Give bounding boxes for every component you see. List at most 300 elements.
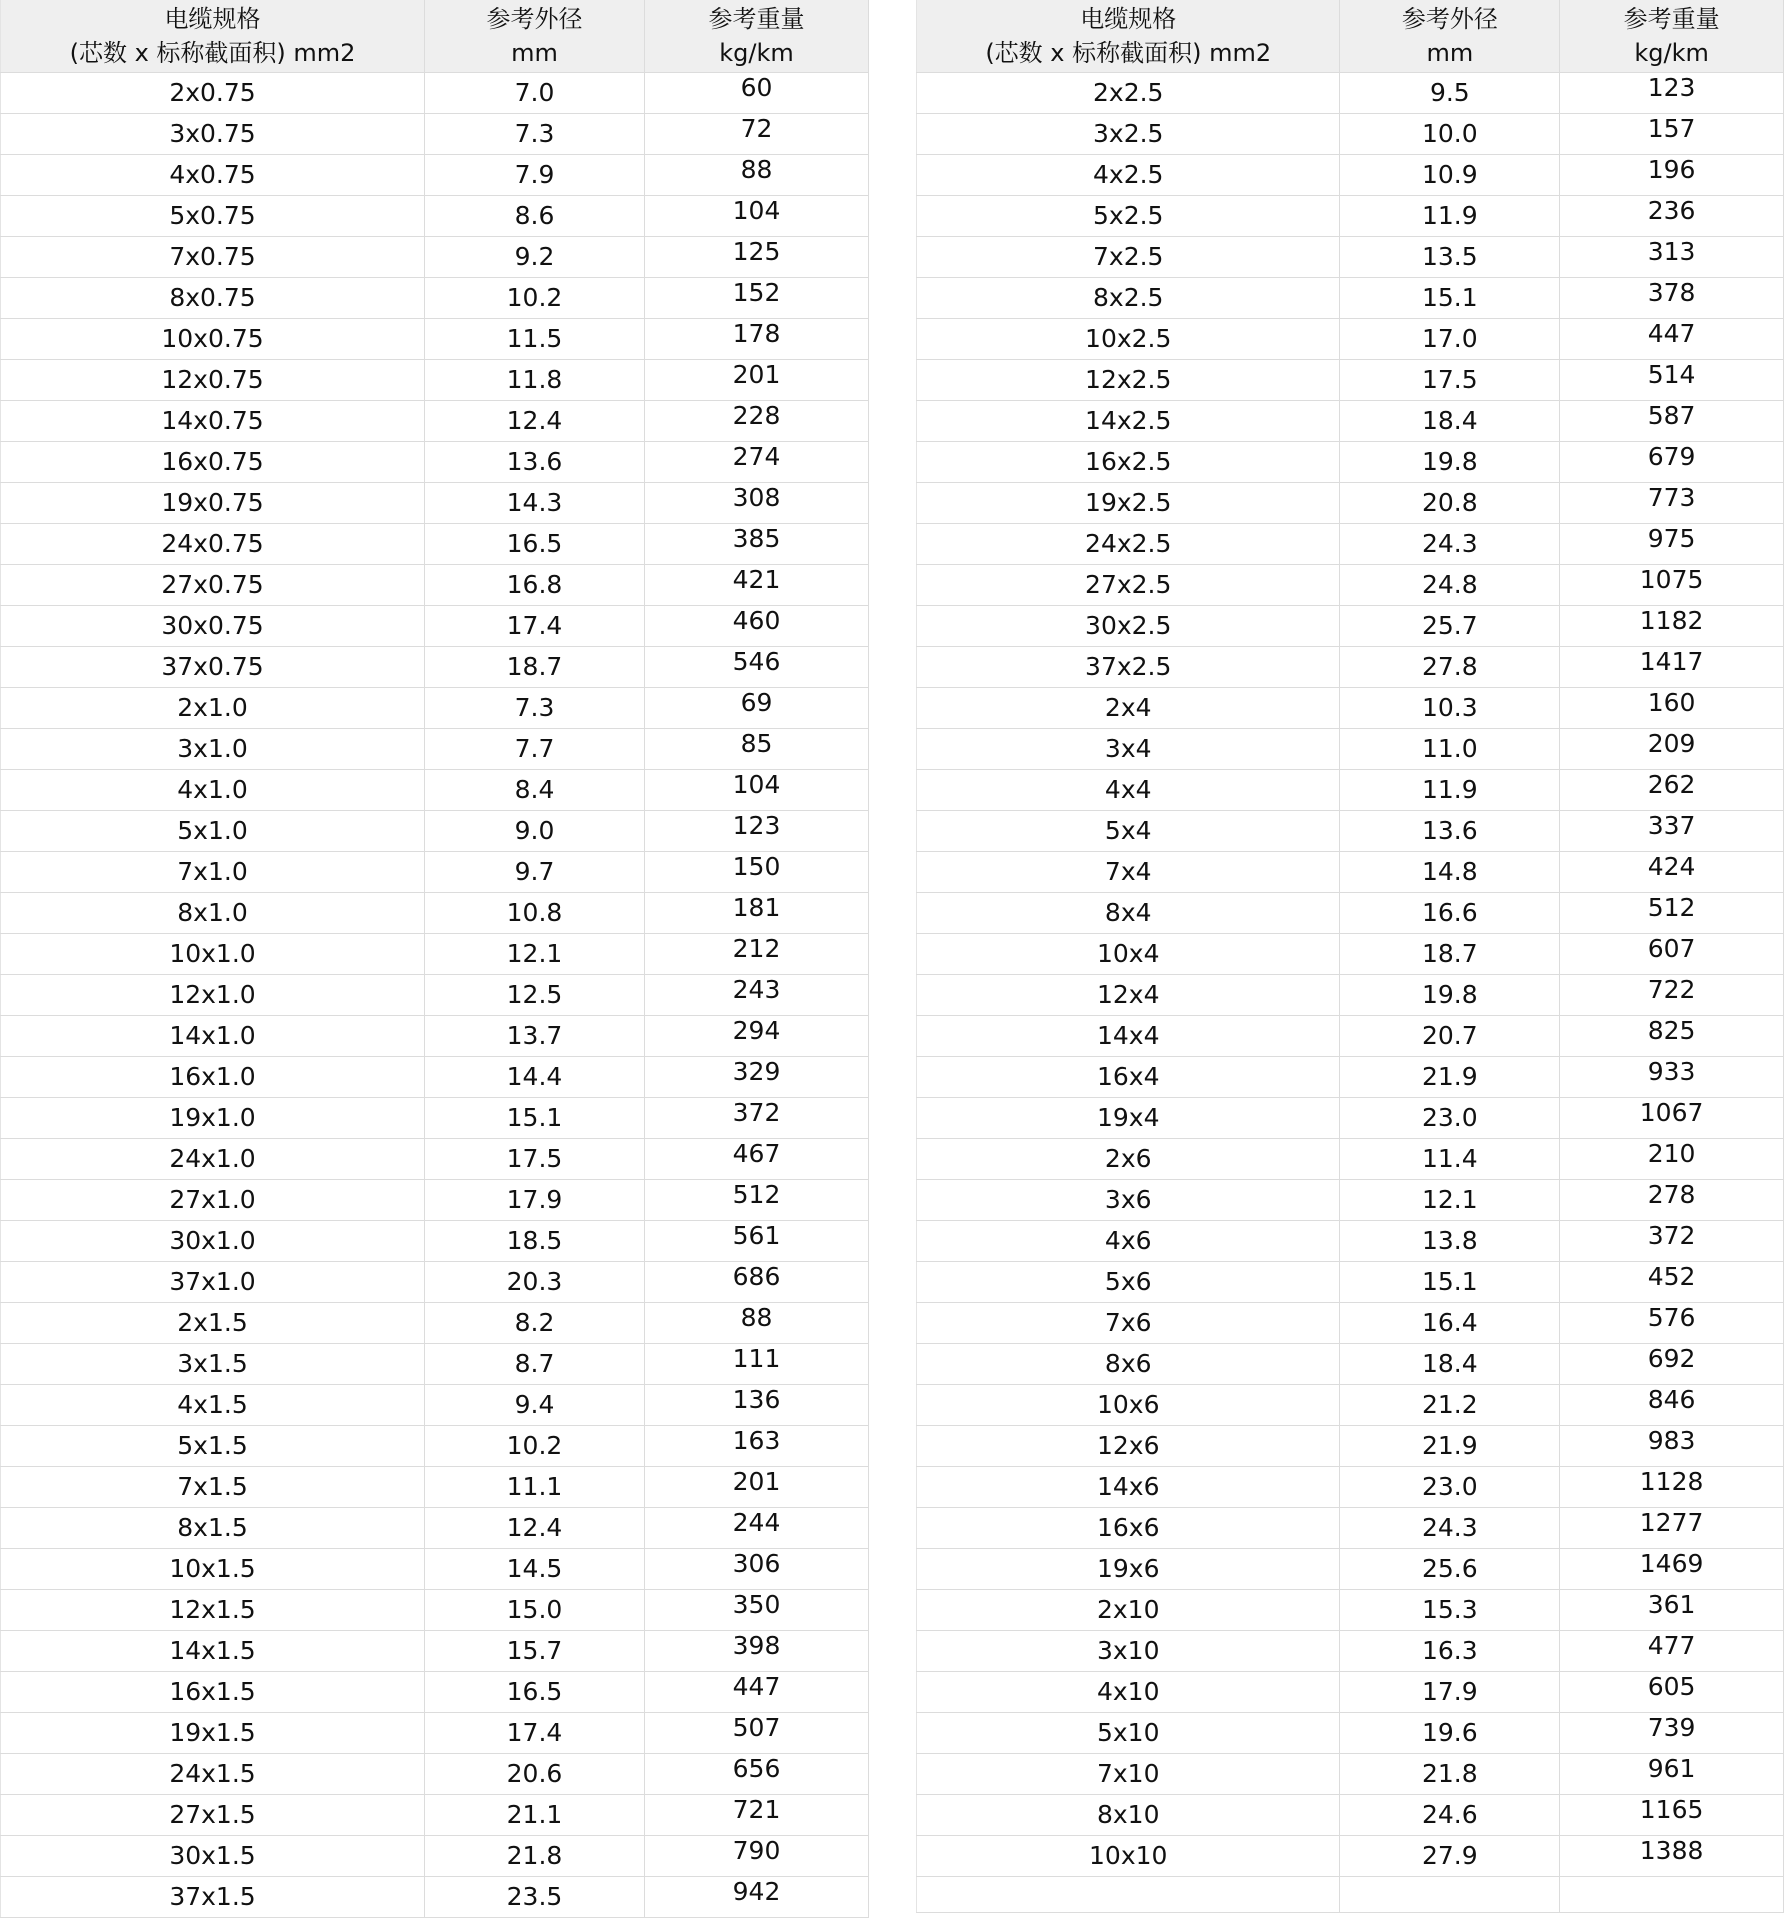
cell-diameter: 18.7 (1340, 934, 1560, 975)
cell-weight: 1128 (1560, 1467, 1784, 1508)
cell-weight: 1075 (1560, 565, 1784, 606)
table-row (1, 73, 869, 114)
cell-weight: 961 (1560, 1754, 1784, 1795)
table-row (917, 934, 1784, 975)
cell-weight: 72 (645, 114, 869, 155)
cell-spec: 3x2.5 (917, 114, 1340, 155)
cell-diameter: 9.7 (425, 852, 645, 893)
table-row (1, 1221, 869, 1262)
cell-weight: 157 (1560, 114, 1784, 155)
table-row (917, 196, 1784, 237)
cell-weight: 104 (645, 770, 869, 811)
table-row (917, 524, 1784, 565)
table-row (1, 1713, 869, 1754)
table-row (1, 852, 869, 893)
table-body (917, 73, 1784, 1913)
cell-spec: 30x1.0 (1, 1221, 425, 1262)
cell-weight: 447 (645, 1672, 869, 1713)
cell-spec: 2x2.5 (917, 73, 1340, 114)
cell-diameter: 11.9 (1340, 196, 1560, 237)
table-body (1, 73, 869, 1918)
cell-diameter: 17.5 (425, 1139, 645, 1180)
table-row (917, 1016, 1784, 1057)
cell-weight: 104 (645, 196, 869, 237)
cell-diameter: 7.7 (425, 729, 645, 770)
cell-weight: 1388 (1560, 1836, 1784, 1877)
cell-spec: 10x1.5 (1, 1549, 425, 1590)
cell-spec: 16x6 (917, 1508, 1340, 1549)
header-weight-unit: kg/km (719, 39, 794, 67)
cell-weight: 1067 (1560, 1098, 1784, 1139)
cell-weight: 209 (1560, 729, 1784, 770)
table-row (1, 647, 869, 688)
cell-weight: 243 (645, 975, 869, 1016)
cell-diameter: 21.9 (1340, 1057, 1560, 1098)
cell-weight: 244 (645, 1508, 869, 1549)
cell-weight: 196 (1560, 155, 1784, 196)
cell-spec: 5x1.5 (1, 1426, 425, 1467)
cell-weight: 88 (645, 155, 869, 196)
cell-spec: 5x0.75 (1, 196, 425, 237)
cell-diameter: 9.2 (425, 237, 645, 278)
cell-weight: 739 (1560, 1713, 1784, 1754)
table-row (1, 524, 869, 565)
table-row (1, 565, 869, 606)
cell-diameter: 24.6 (1340, 1795, 1560, 1836)
table-row (1, 319, 869, 360)
cell-spec: 2x1.0 (1, 688, 425, 729)
table-row (917, 811, 1784, 852)
cell-spec: 30x0.75 (1, 606, 425, 647)
table-row (917, 1631, 1784, 1672)
cell-diameter: 8.7 (425, 1344, 645, 1385)
cell-weight: 372 (1560, 1221, 1784, 1262)
table-row (1, 1385, 869, 1426)
cell-diameter: 17.4 (425, 606, 645, 647)
cell-spec: 3x1.0 (1, 729, 425, 770)
table-row (917, 1795, 1784, 1836)
cell-spec: 30x1.5 (1, 1836, 425, 1877)
table-row (917, 1057, 1784, 1098)
cell-spec: 19x6 (917, 1549, 1340, 1590)
cell-weight: 361 (1560, 1590, 1784, 1631)
cell-diameter: 15.7 (425, 1631, 645, 1672)
table-row (917, 114, 1784, 155)
cell-spec: 10x2.5 (917, 319, 1340, 360)
cell-spec: 10x1.0 (1, 934, 425, 975)
table-row (1, 1016, 869, 1057)
table-row (1, 1508, 869, 1549)
table-row (917, 1754, 1784, 1795)
cell-diameter: 10.2 (425, 1426, 645, 1467)
cell-spec: 16x0.75 (1, 442, 425, 483)
cell-diameter: 19.8 (1340, 442, 1560, 483)
table-row (917, 1508, 1784, 1549)
cell-weight: 773 (1560, 483, 1784, 524)
table-row (917, 1344, 1784, 1385)
cell-spec: 27x1.0 (1, 1180, 425, 1221)
header-cable-spec-line2: (芯数 x 标称截面积) mm2 (985, 39, 1272, 67)
cell-spec: 37x2.5 (917, 647, 1340, 688)
cell-diameter: 8.2 (425, 1303, 645, 1344)
cell-diameter: 13.8 (1340, 1221, 1560, 1262)
table-row (917, 401, 1784, 442)
cell-weight: 607 (1560, 934, 1784, 975)
cell-weight: 278 (1560, 1180, 1784, 1221)
cell-diameter: 24.3 (1340, 1508, 1560, 1549)
cell-diameter: 13.5 (1340, 237, 1560, 278)
cell-spec: 19x1.5 (1, 1713, 425, 1754)
cell-spec: 27x1.5 (1, 1795, 425, 1836)
cell-diameter: 10.3 (1340, 688, 1560, 729)
table-row (917, 237, 1784, 278)
cell-spec: 3x10 (917, 1631, 1340, 1672)
cell-diameter: 14.3 (425, 483, 645, 524)
cell-spec: 8x4 (917, 893, 1340, 934)
table-row (917, 688, 1784, 729)
cell-weight: 424 (1560, 852, 1784, 893)
cell-spec: 4x1.0 (1, 770, 425, 811)
cell-diameter: 18.4 (1340, 401, 1560, 442)
cell-diameter: 20.7 (1340, 1016, 1560, 1057)
cell-weight: 69 (645, 688, 869, 729)
table-row (1, 1549, 869, 1590)
cell-spec: 12x1.5 (1, 1590, 425, 1631)
cell-diameter: 23.0 (1340, 1467, 1560, 1508)
cell-spec: 8x10 (917, 1795, 1340, 1836)
cell-weight: 236 (1560, 196, 1784, 237)
table-row (1, 1139, 869, 1180)
cell-weight: 294 (645, 1016, 869, 1057)
cell-spec: 7x1.5 (1, 1467, 425, 1508)
cell-diameter: 16.5 (425, 524, 645, 565)
header-outer-diameter-unit: mm (1426, 39, 1474, 67)
cell-diameter: 18.5 (425, 1221, 645, 1262)
table-row (917, 73, 1784, 114)
cell-spec: 7x10 (917, 1754, 1340, 1795)
cell-diameter: 24.3 (1340, 524, 1560, 565)
cell-diameter: 12.1 (1340, 1180, 1560, 1221)
header-cable-spec-line1: 电缆规格 (164, 5, 261, 33)
table-row (917, 442, 1784, 483)
table-row (1, 1672, 869, 1713)
table-row (1, 1836, 869, 1877)
cell-weight: 60 (645, 73, 869, 114)
cell-weight: 150 (645, 852, 869, 893)
cell-spec: 3x1.5 (1, 1344, 425, 1385)
cell-weight: 825 (1560, 1016, 1784, 1057)
cell-weight: 201 (645, 1467, 869, 1508)
cell-weight: 1277 (1560, 1508, 1784, 1549)
cell-spec: 16x1.5 (1, 1672, 425, 1713)
table-row (917, 1180, 1784, 1221)
header-row (1, 0, 869, 73)
cell-spec: 4x4 (917, 770, 1340, 811)
cell-weight: 152 (645, 278, 869, 319)
cell-weight: 337 (1560, 811, 1784, 852)
cell-spec: 14x6 (917, 1467, 1340, 1508)
cell-diameter: 16.8 (425, 565, 645, 606)
cell-diameter: 18.7 (425, 647, 645, 688)
cell-spec: 27x2.5 (917, 565, 1340, 606)
cell-weight: 933 (1560, 1057, 1784, 1098)
table-row (917, 1426, 1784, 1467)
table-row (1, 114, 869, 155)
table-row (1, 1426, 869, 1467)
table-row (1, 1795, 869, 1836)
table-row (917, 319, 1784, 360)
cell-spec: 8x2.5 (917, 278, 1340, 319)
cell-spec: 2x1.5 (1, 1303, 425, 1344)
cell-diameter: 15.1 (1340, 1262, 1560, 1303)
cell-weight: 942 (645, 1877, 869, 1918)
cell-diameter: 23.5 (425, 1877, 645, 1918)
cell-diameter: 20.6 (425, 1754, 645, 1795)
cell-diameter: 27.9 (1340, 1836, 1560, 1877)
cell-weight: 546 (645, 647, 869, 688)
cell-spec (917, 1877, 1340, 1913)
table-row (917, 1098, 1784, 1139)
cell-diameter: 9.4 (425, 1385, 645, 1426)
table-row (1, 1590, 869, 1631)
cell-spec: 14x0.75 (1, 401, 425, 442)
cell-spec: 7x0.75 (1, 237, 425, 278)
header-outer-diameter-line1: 参考外径 (486, 5, 583, 33)
table-row (917, 360, 1784, 401)
cell-diameter: 15.0 (425, 1590, 645, 1631)
cell-diameter: 13.6 (425, 442, 645, 483)
cell-weight: 561 (645, 1221, 869, 1262)
table-row (917, 1303, 1784, 1344)
cell-weight: 1469 (1560, 1549, 1784, 1590)
table-row (1, 1467, 869, 1508)
cell-diameter: 13.7 (425, 1016, 645, 1057)
cell-weight: 975 (1560, 524, 1784, 565)
cell-spec: 3x4 (917, 729, 1340, 770)
cell-diameter: 10.9 (1340, 155, 1560, 196)
cell-spec: 5x10 (917, 1713, 1340, 1754)
cell-weight: 447 (1560, 319, 1784, 360)
table-row (1, 1344, 869, 1385)
cell-weight: 123 (645, 811, 869, 852)
table-row (1, 1877, 869, 1918)
cell-diameter: 20.8 (1340, 483, 1560, 524)
header-weight-line1: 参考重量 (708, 5, 805, 33)
cell-weight: 421 (645, 565, 869, 606)
table-row (917, 1467, 1784, 1508)
cell-spec: 7x1.0 (1, 852, 425, 893)
cell-diameter: 24.8 (1340, 565, 1560, 606)
table-row (917, 278, 1784, 319)
header-weight-unit: kg/km (1634, 39, 1709, 67)
cell-spec: 2x4 (917, 688, 1340, 729)
cell-diameter: 19.8 (1340, 975, 1560, 1016)
cell-spec: 2x10 (917, 1590, 1340, 1631)
cell-spec: 30x2.5 (917, 606, 1340, 647)
table-row (1, 729, 869, 770)
table-row (1, 155, 869, 196)
cell-weight: 201 (645, 360, 869, 401)
cell-weight: 576 (1560, 1303, 1784, 1344)
header-row (917, 0, 1784, 73)
table-row (917, 1672, 1784, 1713)
cell-spec: 10x4 (917, 934, 1340, 975)
cell-diameter: 12.4 (425, 1508, 645, 1549)
cell-weight: 329 (645, 1057, 869, 1098)
cell-spec: 4x2.5 (917, 155, 1340, 196)
cell-spec: 3x0.75 (1, 114, 425, 155)
cell-weight: 846 (1560, 1385, 1784, 1426)
cell-spec: 37x1.0 (1, 1262, 425, 1303)
cell-diameter: 16.4 (1340, 1303, 1560, 1344)
cell-diameter: 21.8 (425, 1836, 645, 1877)
cell-diameter: 14.5 (425, 1549, 645, 1590)
cell-weight: 452 (1560, 1262, 1784, 1303)
cell-spec: 24x2.5 (917, 524, 1340, 565)
cell-weight: 398 (645, 1631, 869, 1672)
table-row (1, 196, 869, 237)
cell-diameter: 11.0 (1340, 729, 1560, 770)
cell-diameter: 11.4 (1340, 1139, 1560, 1180)
table-row (1, 893, 869, 934)
cell-diameter: 15.1 (425, 1098, 645, 1139)
cell-diameter: 11.1 (425, 1467, 645, 1508)
cell-weight: 85 (645, 729, 869, 770)
cell-weight: 88 (645, 1303, 869, 1344)
cell-spec: 3x6 (917, 1180, 1340, 1221)
cell-diameter: 16.5 (425, 1672, 645, 1713)
cell-diameter: 21.8 (1340, 1754, 1560, 1795)
cell-spec: 4x6 (917, 1221, 1340, 1262)
cell-spec: 16x2.5 (917, 442, 1340, 483)
cell-spec: 16x4 (917, 1057, 1340, 1098)
cell-diameter: 15.1 (1340, 278, 1560, 319)
table-row (917, 647, 1784, 688)
table-row (917, 1590, 1784, 1631)
header-weight (1560, 0, 1784, 73)
cell-diameter: 15.3 (1340, 1590, 1560, 1631)
cell-diameter: 17.9 (425, 1180, 645, 1221)
cell-spec: 14x4 (917, 1016, 1340, 1057)
table-header (1, 0, 869, 73)
table-row (1, 606, 869, 647)
cable-spec-table-left (0, 0, 869, 1918)
table-row (1, 934, 869, 975)
cell-spec: 4x0.75 (1, 155, 425, 196)
cell-diameter: 16.3 (1340, 1631, 1560, 1672)
cell-diameter: 20.3 (425, 1262, 645, 1303)
cell-diameter: 11.5 (425, 319, 645, 360)
cell-weight: 123 (1560, 73, 1784, 114)
cell-diameter: 17.5 (1340, 360, 1560, 401)
header-cable-spec-line2: (芯数 x 标称截面积) mm2 (69, 39, 356, 67)
cell-diameter: 13.6 (1340, 811, 1560, 852)
cell-spec: 7x2.5 (917, 237, 1340, 278)
table-row (917, 1836, 1784, 1877)
header-weight-line1: 参考重量 (1623, 5, 1720, 33)
cell-diameter: 17.0 (1340, 319, 1560, 360)
header-weight (645, 0, 869, 73)
cell-diameter: 23.0 (1340, 1098, 1560, 1139)
header-outer-diameter (425, 0, 645, 73)
cell-weight: 512 (645, 1180, 869, 1221)
cell-weight: 160 (1560, 688, 1784, 729)
cell-diameter: 17.4 (425, 1713, 645, 1754)
table-row (917, 893, 1784, 934)
cell-diameter: 12.1 (425, 934, 645, 975)
cell-diameter: 8.4 (425, 770, 645, 811)
cell-spec: 4x10 (917, 1672, 1340, 1713)
cell-weight: 313 (1560, 237, 1784, 278)
cell-weight: 262 (1560, 770, 1784, 811)
table-row (917, 1549, 1784, 1590)
table-row (917, 606, 1784, 647)
cell-spec: 37x1.5 (1, 1877, 425, 1918)
cell-diameter: 7.0 (425, 73, 645, 114)
cell-diameter: 8.6 (425, 196, 645, 237)
table-header (917, 0, 1784, 73)
header-cable-spec-line1: 电缆规格 (1080, 5, 1177, 33)
table-row (917, 1385, 1784, 1426)
header-outer-diameter-line1: 参考外径 (1401, 5, 1498, 33)
cell-spec: 10x10 (917, 1836, 1340, 1877)
cell-weight: 722 (1560, 975, 1784, 1016)
cell-weight: 378 (1560, 278, 1784, 319)
cell-diameter: 18.4 (1340, 1344, 1560, 1385)
table-row (1, 975, 869, 1016)
cell-diameter: 7.3 (425, 688, 645, 729)
cell-diameter: 16.6 (1340, 893, 1560, 934)
cell-diameter (1340, 1877, 1560, 1913)
cell-spec: 10x6 (917, 1385, 1340, 1426)
cell-spec: 27x0.75 (1, 565, 425, 606)
cell-weight: 514 (1560, 360, 1784, 401)
cell-diameter: 21.2 (1340, 1385, 1560, 1426)
cell-spec: 8x0.75 (1, 278, 425, 319)
cell-weight: 721 (645, 1795, 869, 1836)
table-row (1, 688, 869, 729)
cell-spec: 2x0.75 (1, 73, 425, 114)
cell-weight: 210 (1560, 1139, 1784, 1180)
cell-diameter: 19.6 (1340, 1713, 1560, 1754)
cell-spec: 12x4 (917, 975, 1340, 1016)
cell-weight: 306 (645, 1549, 869, 1590)
cell-weight: 686 (645, 1262, 869, 1303)
cell-spec: 24x1.5 (1, 1754, 425, 1795)
cell-weight: 136 (645, 1385, 869, 1426)
cell-weight: 587 (1560, 401, 1784, 442)
table-row (1, 442, 869, 483)
cell-weight: 163 (645, 1426, 869, 1467)
cell-spec: 16x1.0 (1, 1057, 425, 1098)
cell-weight: 181 (645, 893, 869, 934)
cell-weight: 477 (1560, 1631, 1784, 1672)
cable-spec-table-right (916, 0, 1784, 1913)
cell-spec: 8x6 (917, 1344, 1340, 1385)
cell-spec: 14x1.5 (1, 1631, 425, 1672)
cell-diameter: 14.8 (1340, 852, 1560, 893)
cell-spec: 14x1.0 (1, 1016, 425, 1057)
cell-weight: 467 (645, 1139, 869, 1180)
cell-weight: 372 (645, 1098, 869, 1139)
cell-diameter: 7.3 (425, 114, 645, 155)
table-row (1, 770, 869, 811)
cell-diameter: 9.5 (1340, 73, 1560, 114)
table-row (1, 1262, 869, 1303)
cell-diameter: 12.4 (425, 401, 645, 442)
cell-spec: 12x1.0 (1, 975, 425, 1016)
table-row (917, 1877, 1784, 1913)
